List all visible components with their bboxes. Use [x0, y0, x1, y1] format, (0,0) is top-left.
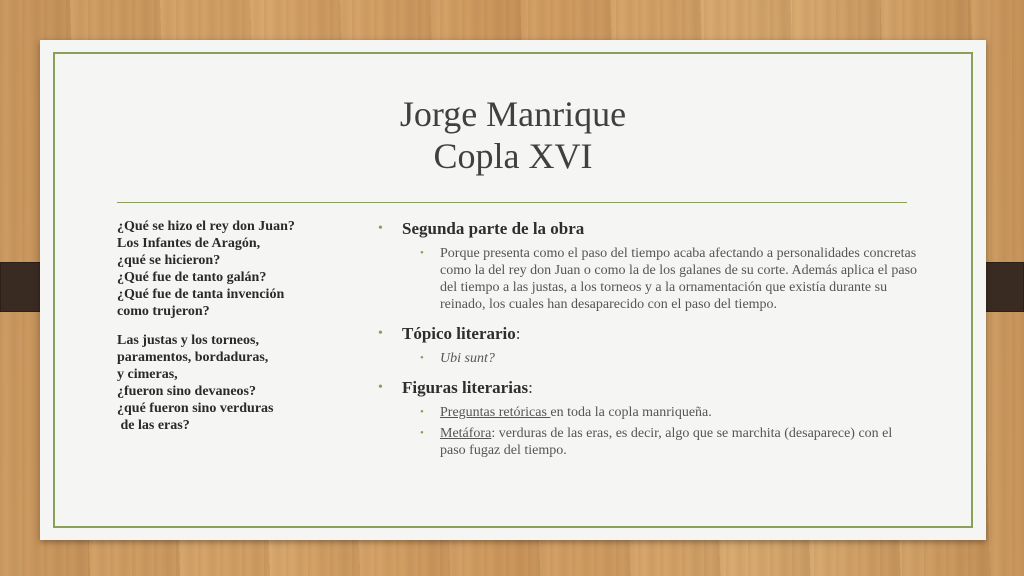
bullet-icon: • — [420, 406, 424, 418]
poem-line: y cimeras, — [117, 367, 178, 382]
title-line-author: Jorge Manrique — [399, 94, 627, 134]
section-heading-topico — [376, 323, 921, 344]
title-divider — [117, 202, 907, 203]
sub-bullet-ubi-sunt — [376, 350, 921, 367]
bullet-icon: • — [378, 326, 383, 341]
poem-line: ¿Qué fue de tanta invención — [117, 287, 285, 302]
poem-line: ¿qué se hicieron? — [117, 253, 221, 268]
title-line-copla: Copla XVI — [433, 136, 593, 176]
sub-bullet-text: en toda la copla manriqueña. — [550, 405, 712, 420]
sub-bullet-preguntas — [376, 404, 921, 421]
heading-text: Segunda parte de la obra — [402, 219, 585, 238]
section-heading-segunda-parte — [376, 218, 921, 239]
sub-bullet-text: Porque presenta como el paso del tiempo acaba afectando a personalidades concretas como la del rey don Juan o como la de los galanes de su corte. Además aplica el paso del tiempo a las justas, a los torneos y a la ornamentación que existía durante su reinado, los cuales han desaparecido con el paso del tiempo. — [440, 246, 918, 312]
poem-column — [117, 218, 357, 446]
slide-card — [40, 40, 986, 540]
bullet-icon: • — [420, 427, 424, 439]
slide-title — [40, 93, 986, 177]
poem-line: ¿Qué fue de tanto galán? — [117, 270, 267, 285]
poem-line: de las eras? — [117, 418, 190, 433]
sub-bullet-explanation — [376, 245, 921, 313]
poem-line: ¿Qué se hizo el rey don Juan? — [117, 219, 295, 234]
heading-colon: : — [528, 378, 533, 397]
heading-text: Tópico literario — [402, 324, 516, 343]
term-metafora: Metáfora — [440, 426, 492, 441]
sub-bullet-text: Ubi sunt? — [440, 351, 495, 366]
poem-line: ¿qué fueron sino verduras — [117, 401, 274, 416]
poem-line: ¿fueron sino devaneos? — [117, 384, 256, 399]
sub-bullet-text: : verduras de las eras, es decir, algo que se marchita (desaparece) con el paso fugaz del tiempo. — [440, 426, 893, 458]
sub-bullet-metafora — [376, 425, 921, 459]
bullet-icon: • — [378, 221, 383, 236]
term-preguntas-retoricas: Preguntas retóricas — [440, 405, 551, 420]
bullet-icon: • — [378, 380, 383, 395]
bullet-icon: • — [420, 247, 424, 259]
poem-line: paramentos, bordaduras, — [117, 350, 269, 365]
poem-line: como trujeron? — [117, 304, 210, 319]
heading-colon: : — [515, 324, 521, 343]
section-heading-figuras — [376, 377, 921, 398]
bullet-icon: • — [420, 352, 424, 364]
poem-line: Los Infantes de Aragón, — [117, 236, 261, 251]
analysis-column — [376, 218, 921, 463]
poem-line: Las justas y los torneos, — [117, 333, 259, 348]
heading-text: Figuras literarias — [402, 378, 529, 397]
poem-stanza-1 — [117, 218, 357, 320]
poem-stanza-2 — [117, 332, 357, 434]
